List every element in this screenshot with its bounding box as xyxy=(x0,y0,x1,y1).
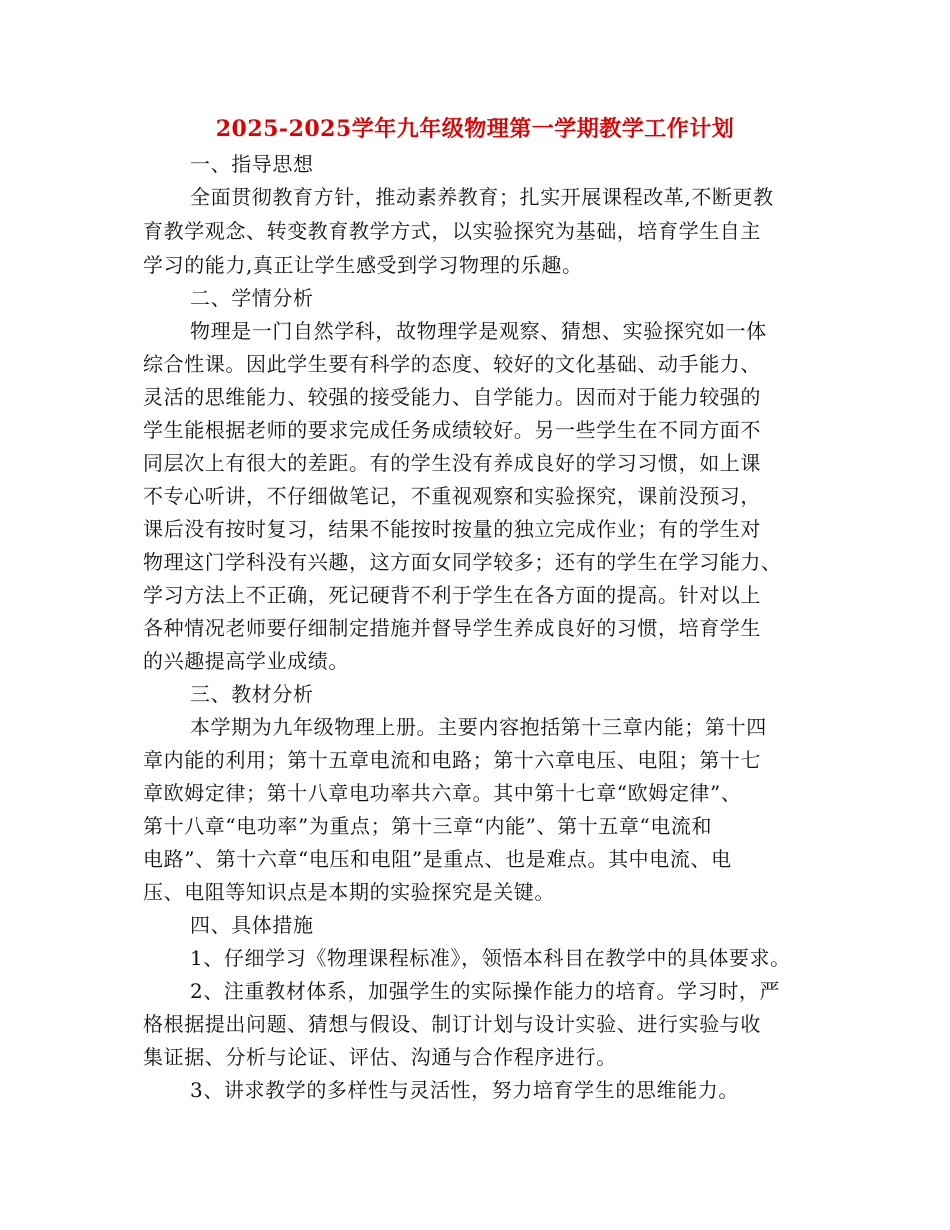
section-heading: 四、具体措施 xyxy=(190,913,314,937)
paragraph-line: 各种情况老师要仔细制定措施并督导学生养成良好的习惯，培育学生 xyxy=(143,616,761,640)
paragraph-line: 集证据、分析与论证、评估、沟通与合作程序进行。 xyxy=(143,1045,617,1069)
list-item: 3、讲求教学的多样性与灵活性，努力培育学生的思维能力。 xyxy=(190,1078,739,1102)
paragraph-line: 电路”、第十六章“电压和电阻”是重点、也是难点。其中电流、电 xyxy=(143,847,732,871)
paragraph-line: 全面贯彻教育方针，推动素养教育；扎实开展课程改革,不断更教 xyxy=(190,185,774,209)
paragraph-line: 格根据提出问题、猜想与假设、制订计划与设计实验、进行实验与收 xyxy=(143,1012,761,1036)
paragraph-line: 的兴趣提高学业成绩。 xyxy=(143,649,349,673)
paragraph-line: 章欧姆定律；第十八章电功率共六章。其中第十七章“欧姆定律”、 xyxy=(143,781,742,805)
paragraph-line: 灵活的思维能力、较强的接受能力、自学能力。因而对于能力较强的 xyxy=(143,385,761,409)
paragraph-line: 不专心听讲，不仔细做笔记，不重视观察和实验探究，课前没预习， xyxy=(143,484,761,508)
paragraph-line: 学习方法上不正确，死记硬背不利于学生在各方面的提高。针对以上 xyxy=(143,583,761,607)
paragraph-line: 物理这门学科没有兴趣，这方面女同学较多；还有的学生在学习能力、 xyxy=(143,550,782,574)
list-item: 2、注重教材体系，加强学生的实际操作能力的培育。学习时，严 xyxy=(190,979,781,1003)
paragraph-line: 综合性课。因此学生要有科学的态度、较好的文化基础、动手能力、 xyxy=(143,352,761,376)
paragraph-line: 同层次上有很大的差距。有的学生没有养成良好的学习习惯，如上课 xyxy=(143,451,761,475)
paragraph-line: 育教学观念、转变教育教学方式，以实验探究为基础，培育学生自主 xyxy=(143,219,761,243)
section-heading: 一、指导思想 xyxy=(190,152,314,176)
paragraph-line: 本学期为九年级物理上册。主要内容抱括第十三章内能；第十四 xyxy=(190,715,767,739)
section-heading: 三、教材分析 xyxy=(190,682,314,706)
document-title: 2025-2025学年九年级物理第一学期教学工作计划 xyxy=(215,116,735,142)
paragraph-line: 压、电阻等知识点是本期的实验探究是关键。 xyxy=(143,880,555,904)
list-item: 1、仔细学习《物理课程标准》，领悟本科目在教学中的具体要求。 xyxy=(190,946,791,970)
paragraph-line: 学习的能力,真正让学生感受到学习物理的乐趣。 xyxy=(143,253,583,277)
paragraph-line: 章内能的利用；第十五章电流和电路；第十六章电压、电阻；第十七 xyxy=(143,748,761,772)
section-heading: 二、学情分析 xyxy=(190,286,314,310)
paragraph-line: 第十八章“电功率”为重点；第十三章“内能”、第十五章“电流和 xyxy=(143,814,713,838)
paragraph-line: 物理是一门自然学科，故物理学是观察、猜想、实验探究如一体 xyxy=(190,319,767,343)
paragraph-line: 课后没有按时复习，结果不能按时按量的独立完成作业；有的学生对 xyxy=(143,517,761,541)
paragraph-line: 学生能根据老师的要求完成任务成绩较好。另一些学生在不同方面不 xyxy=(143,418,761,442)
